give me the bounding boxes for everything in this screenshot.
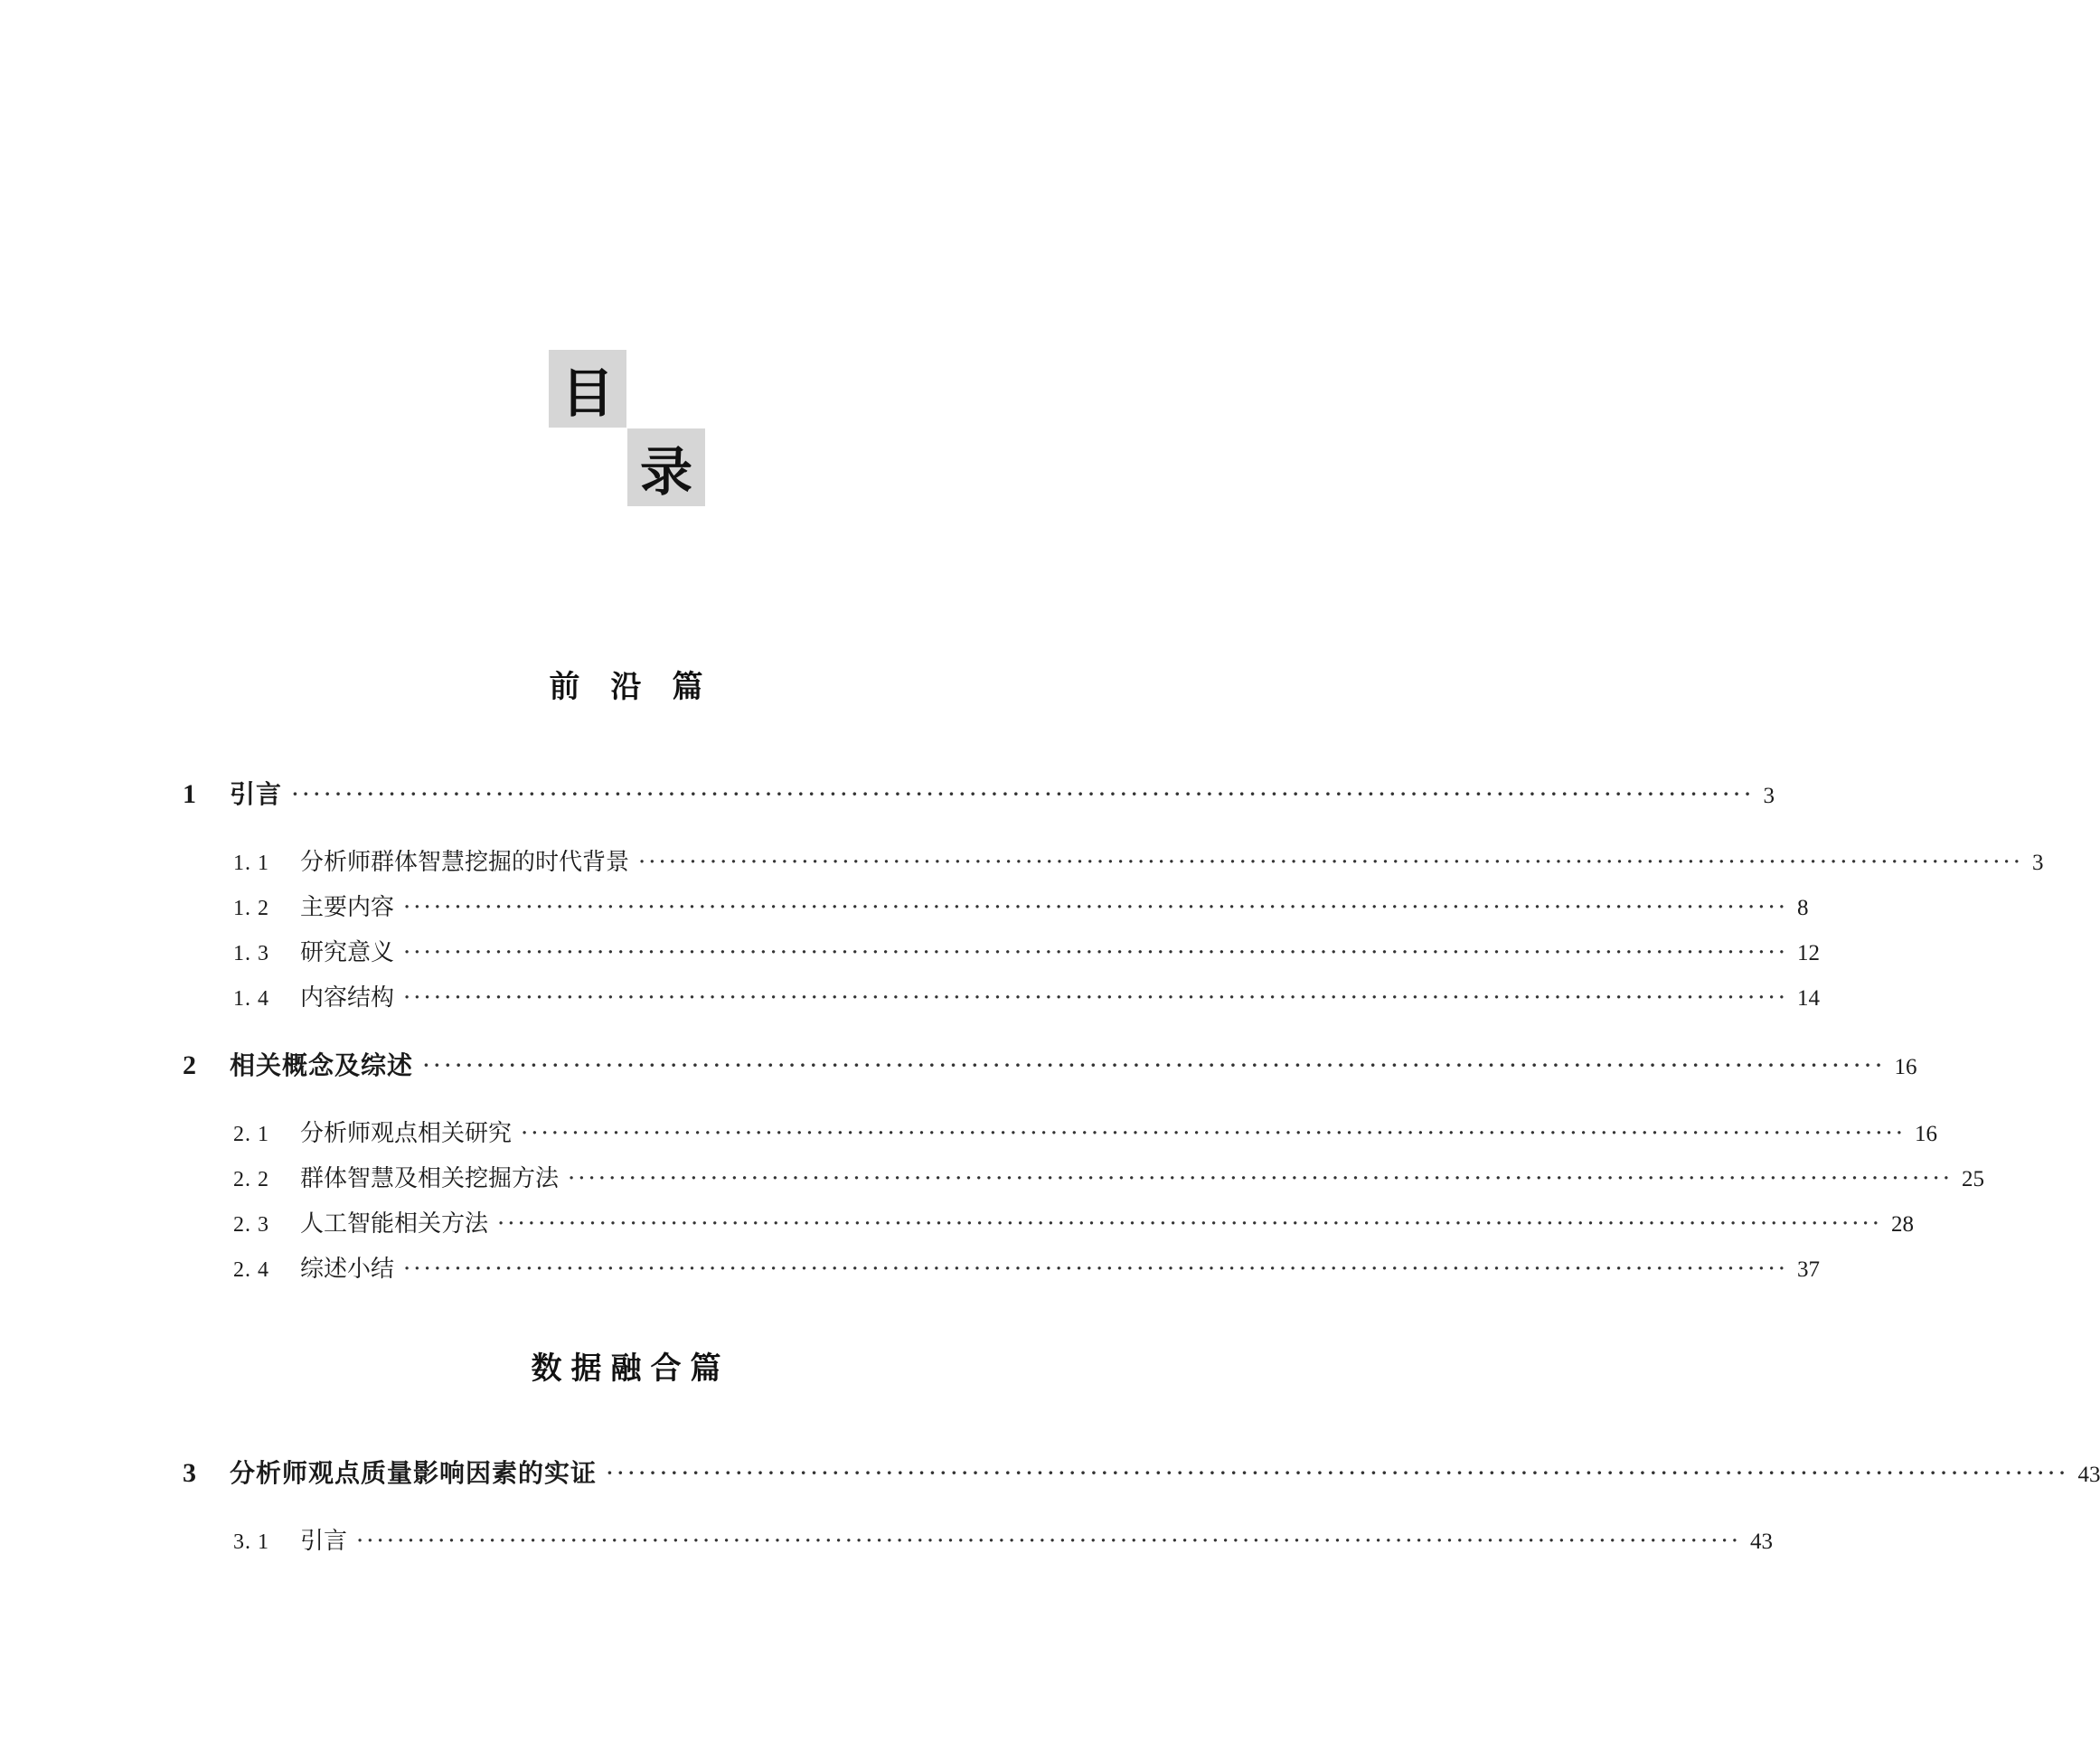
- leader-dots: ········································································································································: [403, 894, 1789, 921]
- toc-section-entry[interactable]: [233, 1160, 1985, 1193]
- toc-section-entry[interactable]: [233, 889, 1809, 922]
- toc-section-entry[interactable]: [233, 843, 2044, 877]
- section-number: 1. 1: [233, 852, 269, 875]
- toc-section-entry[interactable]: [233, 979, 1821, 1012]
- leader-dots: ········································································································································: [356, 1528, 1742, 1555]
- toc-section-entry[interactable]: [233, 1250, 1821, 1284]
- page-number: 43: [1750, 1530, 1774, 1554]
- section-number: 2. 2: [233, 1168, 269, 1191]
- leader-dots: ········································································································································: [568, 1165, 1954, 1192]
- section-number: 2. 1: [233, 1123, 269, 1146]
- page-number: 3: [1763, 784, 1775, 808]
- section-number: 1. 3: [233, 942, 269, 965]
- leader-dots: ········································································································································: [291, 779, 1755, 809]
- toc-chapter-entry[interactable]: [183, 1454, 2100, 1490]
- part-heading: 数据融合篇: [531, 1351, 730, 1387]
- leader-dots: ········································································································································: [422, 1050, 1886, 1080]
- page-number: 28: [1891, 1212, 1915, 1237]
- page-number: 37: [1797, 1257, 1821, 1282]
- leader-dots: ········································································································································: [638, 849, 2024, 876]
- chapter-number: 2: [183, 1050, 196, 1080]
- page-number: 14: [1797, 986, 1821, 1011]
- toc-section-entry[interactable]: [233, 1115, 1938, 1148]
- leader-dots: ········································································································································: [521, 1120, 1907, 1147]
- page-number: 16: [1894, 1055, 1917, 1079]
- section-title: 研究意义: [300, 939, 395, 966]
- page-number: 8: [1797, 896, 1809, 920]
- section-number: 2. 4: [233, 1258, 269, 1282]
- toc-title-char-1: 目: [549, 350, 626, 428]
- section-title: 人工智能相关方法: [300, 1210, 489, 1238]
- page-number: 12: [1797, 941, 1821, 965]
- section-title: 分析师群体智慧挖掘的时代背景: [300, 849, 630, 876]
- page-number: 25: [1962, 1167, 1985, 1191]
- toc-chapter-entry[interactable]: [183, 1046, 1917, 1082]
- section-title: 引言: [300, 1528, 348, 1555]
- section-title: 分析师观点相关研究: [300, 1120, 513, 1147]
- chapter-number: 1: [183, 779, 196, 809]
- leader-dots: ········································································································································: [606, 1458, 2069, 1488]
- chapter-title: 分析师观点质量影响因素的实证: [230, 1458, 598, 1488]
- section-title: 群体智慧及相关挖掘方法: [300, 1165, 560, 1192]
- section-title: 综述小结: [300, 1256, 395, 1283]
- leader-dots: ········································································································································: [403, 984, 1789, 1012]
- chapter-title: 相关概念及综述: [230, 1050, 414, 1080]
- page-number: 43: [2077, 1463, 2100, 1487]
- section-title: 内容结构: [300, 984, 395, 1012]
- section-number: 2. 3: [233, 1213, 269, 1237]
- section-number: 1. 2: [233, 897, 269, 920]
- toc-chapter-entry[interactable]: [183, 775, 1775, 811]
- chapter-title: 引言: [230, 779, 283, 809]
- page-number: 3: [2032, 851, 2044, 875]
- toc-section-entry[interactable]: [233, 1205, 1915, 1238]
- section-number: 1. 4: [233, 987, 269, 1011]
- toc-section-entry[interactable]: [233, 934, 1821, 967]
- leader-dots: ········································································································································: [403, 1256, 1789, 1283]
- leader-dots: ········································································································································: [403, 939, 1789, 966]
- chapter-number: 3: [183, 1458, 196, 1488]
- toc-section-entry[interactable]: [233, 1522, 1774, 1556]
- page-number: 16: [1915, 1122, 1938, 1146]
- section-number: 3. 1: [233, 1530, 269, 1554]
- section-title: 主要内容: [300, 894, 395, 921]
- leader-dots: ········································································································································: [497, 1210, 1883, 1238]
- toc-title-char-2: 录: [627, 428, 705, 506]
- part-heading: 前沿篇: [549, 669, 734, 705]
